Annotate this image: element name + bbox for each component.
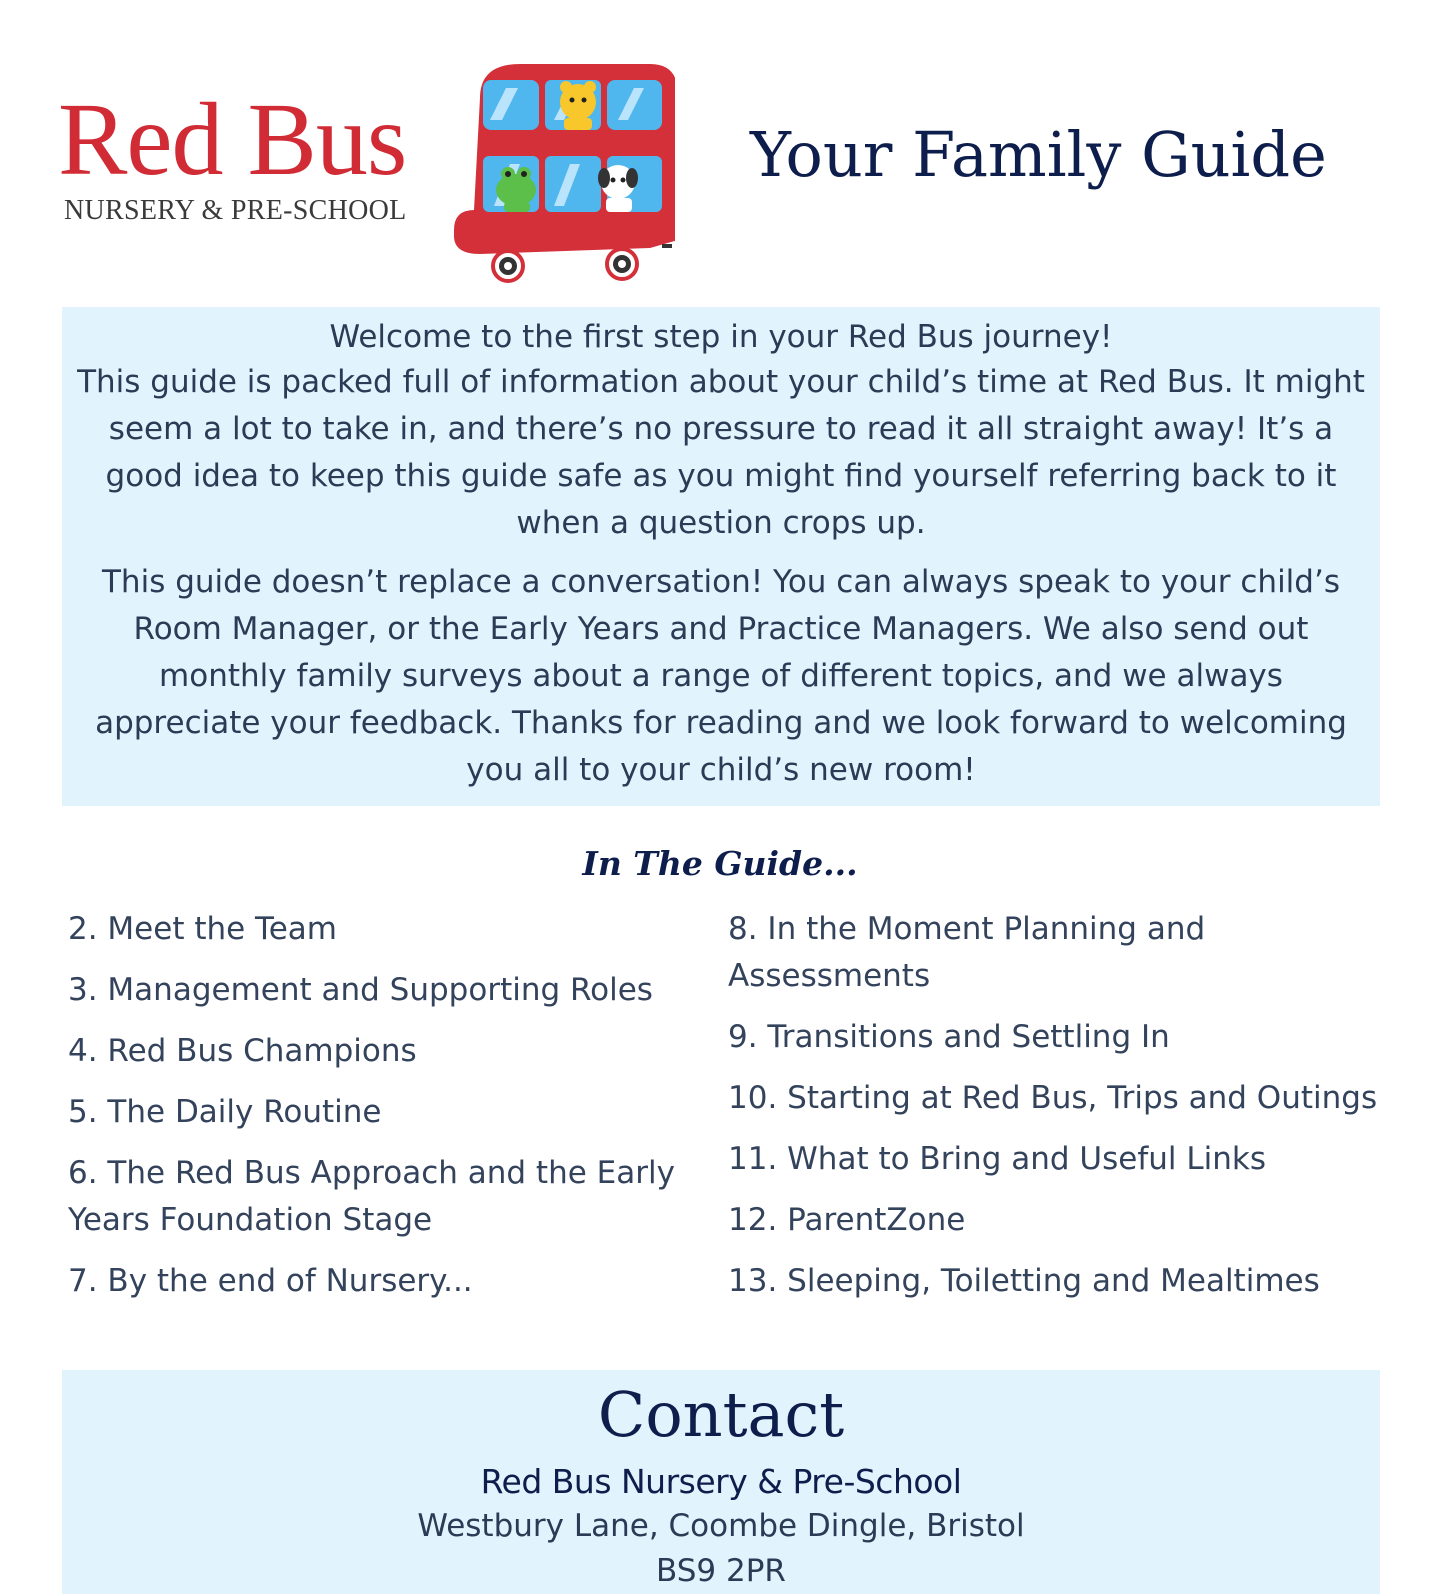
toc-item[interactable]: 3. Management and Supporting Roles xyxy=(68,972,653,1008)
toc-item[interactable]: 10. Starting at Red Bus, Trips and Outings xyxy=(728,1080,1378,1116)
toc-list-left xyxy=(68,906,698,1319)
contact-title: Contact xyxy=(597,1378,845,1451)
toc-item[interactable]: 7. By the end of Nursery... xyxy=(68,1263,473,1299)
toc-item[interactable]: 5. The Daily Routine xyxy=(68,1094,382,1130)
logo-title: Red Bus xyxy=(58,82,407,197)
intro-heading: Welcome to the first step in your Red Bus journey! xyxy=(329,319,1113,355)
toc-item[interactable]: 13. Sleeping, Toiletting and Mealtimes xyxy=(728,1263,1320,1299)
contact-address: Westbury Lane, Coombe Dingle, Bristol xyxy=(417,1508,1025,1544)
toc-list-right xyxy=(728,906,1388,1319)
contact-name: Red Bus Nursery & Pre-School xyxy=(480,1462,962,1501)
toc-item[interactable]: 8. In the Moment Planning and Assessments xyxy=(728,911,1206,994)
toc-heading: In The Guide... xyxy=(582,844,858,883)
red-bus-illustration xyxy=(450,58,675,286)
toc-item[interactable]: 2. Meet the Team xyxy=(68,911,337,947)
contact-postcode: BS9 2PR xyxy=(656,1553,786,1589)
toc-item[interactable]: 12. ParentZone xyxy=(728,1202,966,1238)
contact-panel xyxy=(62,1370,1380,1594)
toc-item[interactable]: 11. What to Bring and Useful Links xyxy=(728,1141,1266,1177)
logo-subtitle: NURSERY & PRE-SCHOOL xyxy=(64,195,407,226)
toc-item[interactable]: 6. The Red Bus Approach and the Early Years Foundation Stage xyxy=(68,1155,675,1238)
toc-item[interactable]: 9. Transitions and Settling In xyxy=(728,1019,1170,1055)
toc-item[interactable]: 4. Red Bus Champions xyxy=(68,1033,417,1069)
intro-panel xyxy=(62,307,1380,806)
intro-paragraph-2: This guide doesn’t replace a conversation! You can always speak to your child’s Room Manager, or the Early Years and Practice Managers. We also send out monthly family surveys about a range of different topics, and we always appreciate your feedback. Thanks for reading and we look forward to welcoming you all to your child’s new room! xyxy=(95,564,1347,788)
intro-paragraph-1: This guide is packed full of information about your child’s time at Red Bus. It might seem a lot to take in, and there’s no pressure to read it all straight away! It’s a good idea to keep this guide safe as you might find yourself referring back to it when a question crops up. xyxy=(77,364,1365,541)
page-title: Your Family Guide xyxy=(750,118,1327,191)
